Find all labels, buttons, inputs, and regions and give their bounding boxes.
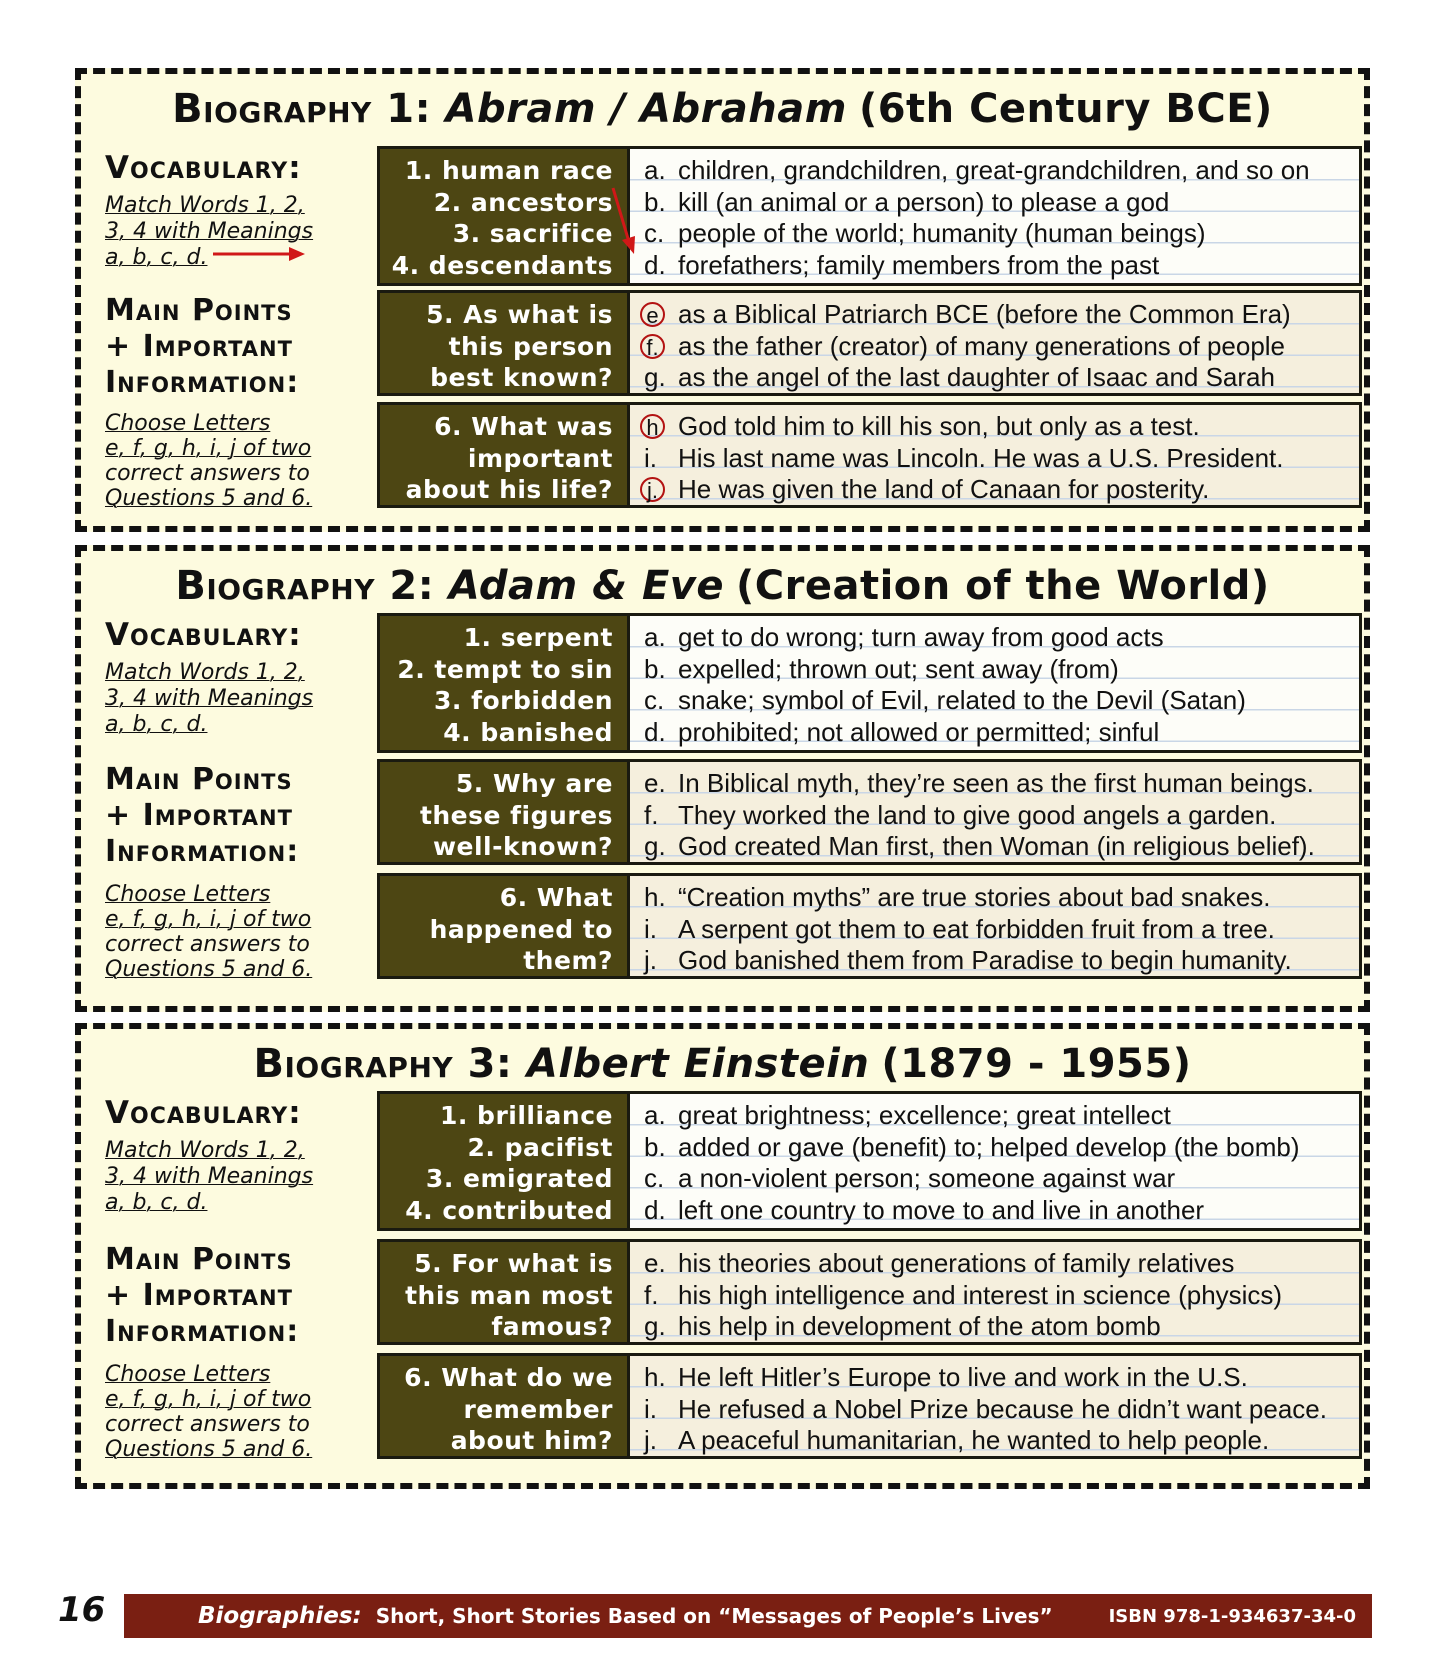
answer-option[interactable] xyxy=(644,622,1349,654)
answer-text: expelled; thrown out; sent away (from) xyxy=(678,653,1119,684)
answer-option[interactable] xyxy=(644,362,1349,394)
answer-option[interactable] xyxy=(644,831,1349,863)
answer-letter xyxy=(644,831,678,863)
vocabulary-instruction-line: Match Words 1, 2, xyxy=(105,193,305,218)
answer-letter-text: b. xyxy=(644,653,666,684)
answer-option[interactable] xyxy=(644,654,1349,686)
vocabulary-instruction-line: a, b, c, d. xyxy=(105,245,208,270)
vocabulary-box-question xyxy=(380,616,630,750)
question-5-box xyxy=(377,759,1362,865)
answer-letter-text: g. xyxy=(644,362,666,392)
answer-text: A serpent got them to eat forbidden fruit from a tree. xyxy=(678,913,1275,944)
answer-text: his theories about generations of family relatives xyxy=(678,1248,1235,1278)
main-points-instruction-line: Questions 5 and 6. xyxy=(105,486,313,511)
question-6-box xyxy=(377,1353,1362,1459)
biography-years: (1879 - 1955) xyxy=(881,1041,1192,1087)
answer-letter xyxy=(644,411,678,443)
question-line: this man most xyxy=(405,1280,613,1310)
answer-option[interactable] xyxy=(644,882,1349,914)
answer-letter xyxy=(644,945,678,977)
answer-text: They worked the land to give good angels a garden. xyxy=(678,799,1277,830)
answer-letter xyxy=(644,685,678,717)
answer-option[interactable] xyxy=(644,218,1349,250)
answer-text: He refused a Nobel Prize because he didn’t want peace. xyxy=(678,1393,1327,1424)
answer-text: forefathers; family members from the past xyxy=(678,249,1160,280)
answer-option[interactable] xyxy=(644,914,1349,946)
vocabulary-instruction-line: 3, 4 with Meanings xyxy=(105,219,314,244)
answer-letter-text: b. xyxy=(644,1131,666,1162)
biography-name: Albert Einstein xyxy=(526,1041,870,1087)
answer-option[interactable] xyxy=(644,155,1349,187)
answer-letter-text: i. xyxy=(644,913,657,944)
answer-letter xyxy=(644,1362,678,1394)
biography-label: Biography xyxy=(172,86,372,132)
answer-option[interactable] xyxy=(644,411,1349,443)
circled-answer-mark: e xyxy=(640,302,665,327)
answer-option[interactable] xyxy=(644,474,1349,506)
question-line: 5. As what is xyxy=(426,300,613,329)
answer-option[interactable] xyxy=(644,250,1349,282)
answer-text: people of the world; humanity (human beings) xyxy=(678,218,1206,248)
answer-option[interactable] xyxy=(644,945,1349,977)
answer-letter xyxy=(644,1100,678,1132)
answer-letter xyxy=(644,1311,678,1343)
main-points-heading-line: Information: xyxy=(105,834,300,869)
answer-letter-text: f. xyxy=(644,799,659,830)
question-5-box-question xyxy=(380,293,630,393)
main-points-instruction-line: Choose Letters xyxy=(105,1362,271,1387)
answer-letter xyxy=(644,1280,678,1312)
answer-letter-text: a. xyxy=(644,155,666,185)
answer-text: “Creation myths” are true stories about bad snakes. xyxy=(678,882,1271,912)
question-5-box xyxy=(377,1239,1362,1345)
question-line: 2. pacifist xyxy=(467,1132,613,1162)
question-line: famous? xyxy=(491,1312,613,1341)
question-6-box-question xyxy=(380,1356,630,1456)
vocabulary-box-answers xyxy=(630,149,1359,283)
answer-letter xyxy=(644,1132,678,1164)
main-points-heading-line: Information: xyxy=(105,1314,300,1349)
footer-bar xyxy=(124,1594,1372,1638)
answer-option[interactable] xyxy=(644,1132,1349,1164)
answer-option[interactable] xyxy=(644,800,1349,832)
answer-letter-text: e. xyxy=(644,1248,666,1278)
answer-option[interactable] xyxy=(644,1100,1349,1132)
question-6-box-question xyxy=(380,405,630,505)
answer-text: his help in development of the atom bomb xyxy=(678,1311,1161,1341)
answer-option[interactable] xyxy=(644,1248,1349,1280)
answer-letter xyxy=(644,1163,678,1195)
vocabulary-heading: Vocabulary: xyxy=(105,1095,302,1131)
vocabulary-instruction-line: 3, 4 with Meanings xyxy=(105,686,314,711)
vocabulary-instruction-line: a, b, c, d. xyxy=(105,1190,208,1215)
answer-letter xyxy=(644,187,678,219)
question-5-box-question xyxy=(380,762,630,862)
biography-number: 3: xyxy=(467,1041,513,1087)
main-points-heading-line: Main Points xyxy=(105,762,293,797)
answer-text: left one country to move to and live in another xyxy=(678,1194,1205,1225)
answer-letter-text: f. xyxy=(644,1279,659,1310)
question-6-box xyxy=(377,402,1362,508)
question-line: happened to xyxy=(429,914,613,944)
biography-label: Biography xyxy=(175,563,375,609)
main-points-heading-line: Information: xyxy=(105,365,300,400)
answer-letter xyxy=(644,800,678,832)
answer-text: God told him to kill his son, but only as a test. xyxy=(678,411,1200,441)
biography-name: Adam & Eve xyxy=(448,563,724,609)
answer-letter-text: c. xyxy=(644,218,665,248)
question-line: about his life? xyxy=(405,475,613,504)
answer-letter xyxy=(644,1195,678,1227)
main-points-heading-line: Main Points xyxy=(105,293,293,328)
question-line: remember xyxy=(463,1394,613,1424)
question-line: them? xyxy=(523,946,613,975)
answer-option[interactable] xyxy=(644,1311,1349,1343)
red-arrow-right-icon xyxy=(211,244,311,264)
page-number: 16 xyxy=(58,1590,106,1630)
main-points-instruction-line: Questions 5 and 6. xyxy=(105,1437,313,1462)
answer-option[interactable] xyxy=(644,187,1349,219)
answer-text: His last name was Lincoln. He was a U.S. President. xyxy=(678,442,1284,473)
answer-letter xyxy=(644,1394,678,1426)
answer-option[interactable] xyxy=(644,1362,1349,1394)
vocabulary-instruction-line: 3, 4 with Meanings xyxy=(105,1164,314,1189)
vocabulary-box-answers xyxy=(630,616,1359,750)
answer-option[interactable] xyxy=(644,1425,1349,1457)
question-line: 5. Why are xyxy=(455,769,613,798)
vocabulary-instruction-line: Match Words 1, 2, xyxy=(105,1138,305,1163)
answer-letter xyxy=(644,654,678,686)
question-line: these figures xyxy=(419,800,613,830)
main-points-instruction-line: correct answers to xyxy=(105,932,310,957)
main-points-instruction-line: e, f, g, h, i, j of two xyxy=(105,1387,312,1412)
main-points-instruction-line: Choose Letters xyxy=(105,882,271,907)
question-5-box-answers xyxy=(630,762,1359,862)
answer-letter xyxy=(644,362,678,394)
vocabulary-box xyxy=(377,613,1362,753)
question-5-box xyxy=(377,290,1362,396)
answer-letter xyxy=(644,443,678,475)
question-line: 1. serpent xyxy=(463,623,613,652)
question-line: 5. For what is xyxy=(414,1249,613,1278)
question-line: 1. brilliance xyxy=(439,1101,613,1130)
answer-letter xyxy=(644,331,678,363)
biography-section-2 xyxy=(75,545,1370,1012)
question-5-box-question xyxy=(380,1242,630,1342)
vocabulary-box xyxy=(377,146,1362,286)
answer-letter-text: h. xyxy=(644,1362,666,1392)
question-6-box-answers xyxy=(630,405,1359,505)
vocabulary-instruction-line: Match Words 1, 2, xyxy=(105,660,305,685)
answer-text: A peaceful humanitarian, he wanted to help people. xyxy=(678,1425,1270,1455)
main-points-heading-line: Main Points xyxy=(105,1242,293,1277)
circled-answer-mark: j. xyxy=(640,477,665,502)
answer-letter xyxy=(644,882,678,914)
circled-answer-mark: h xyxy=(640,414,665,439)
answer-text: his high intelligence and interest in science (physics) xyxy=(678,1279,1283,1310)
question-5-box-answers xyxy=(630,1242,1359,1342)
answer-text: as the angel of the last daughter of Isaac and Sarah xyxy=(678,362,1275,392)
question-line: 2. ancestors xyxy=(433,187,613,217)
answer-letter-text: j. xyxy=(644,945,657,975)
biography-label: Biography xyxy=(253,1041,454,1087)
answer-option[interactable] xyxy=(644,443,1349,475)
answer-text: as the father (creator) of many generations of people xyxy=(678,330,1286,361)
question-line: well-known? xyxy=(432,832,613,861)
biography-number: 1: xyxy=(386,86,432,132)
question-6-box-answers xyxy=(630,876,1359,976)
answer-letter xyxy=(644,914,678,946)
main-points-heading-line: + Important xyxy=(105,798,293,833)
answer-text: get to do wrong; turn away from good acts xyxy=(678,622,1164,652)
answer-letter-text: i. xyxy=(644,442,657,473)
answer-letter-text: h. xyxy=(644,882,666,912)
answer-letter xyxy=(644,155,678,187)
answer-letter xyxy=(644,218,678,250)
answer-option[interactable] xyxy=(644,717,1349,749)
question-line: about him? xyxy=(450,1426,613,1455)
answer-text: added or gave (benefit) to; helped develop (the bomb) xyxy=(678,1131,1300,1162)
question-line: 1. human race xyxy=(404,156,613,185)
answer-text: kill (an animal or a person) to please a god xyxy=(678,186,1170,217)
answer-option[interactable] xyxy=(644,1280,1349,1312)
question-line: 3. emigrated xyxy=(425,1164,613,1193)
vocabulary-box xyxy=(377,1091,1362,1231)
main-points-instruction-line: e, f, g, h, i, j of two xyxy=(105,907,312,932)
biography-years: (Creation of the World) xyxy=(735,563,1270,609)
answer-letter-text: a. xyxy=(644,1100,666,1130)
answer-letter-text: a. xyxy=(644,622,666,652)
question-line: 4. contributed xyxy=(405,1195,613,1225)
answer-option[interactable] xyxy=(644,1195,1349,1227)
biography-name: Abram / Abraham xyxy=(445,86,847,132)
answer-letter xyxy=(644,717,678,749)
answer-text: snake; symbol of Evil, related to the Devil (Satan) xyxy=(678,685,1246,715)
answer-letter-text: c. xyxy=(644,685,665,715)
answer-letter-text: c. xyxy=(644,1163,665,1193)
answer-text: In Biblical myth, they’re seen as the first human beings. xyxy=(678,768,1314,798)
vocabulary-box-question xyxy=(380,149,630,283)
answer-letter-text: d. xyxy=(644,716,666,747)
answer-text: as a Biblical Patriarch BCE (before the Common Era) xyxy=(678,299,1291,329)
answer-letter xyxy=(644,474,678,506)
question-line: 6. What xyxy=(499,883,613,912)
answer-letter xyxy=(644,622,678,654)
question-6-box xyxy=(377,873,1362,979)
answer-text: prohibited; not allowed or permitted; sinful xyxy=(678,716,1160,747)
vocabulary-box-question xyxy=(380,1094,630,1228)
biography-years: (6th Century BCE) xyxy=(858,86,1273,132)
answer-option[interactable] xyxy=(644,331,1349,363)
question-line: this person xyxy=(448,331,613,361)
question-line: 3. forbidden xyxy=(434,686,613,715)
question-6-box-question xyxy=(380,876,630,976)
answer-letter-text: g. xyxy=(644,831,666,861)
answer-text: He was given the land of Canaan for posterity. xyxy=(678,474,1210,504)
answer-text: great brightness; excellence; great intellect xyxy=(678,1100,1171,1130)
answer-option[interactable] xyxy=(644,768,1349,800)
answer-text: He left Hitler’s Europe to live and work in the U.S. xyxy=(678,1362,1248,1392)
vocabulary-box-answers xyxy=(630,1094,1359,1228)
biography-section-3 xyxy=(75,1023,1370,1489)
vocabulary-heading: Vocabulary: xyxy=(105,617,302,653)
main-points-heading-line: + Important xyxy=(105,329,293,364)
question-line: 3. sacrifice xyxy=(452,219,613,248)
question-6-box-answers xyxy=(630,1356,1359,1456)
answer-option[interactable] xyxy=(644,299,1349,331)
question-5-box-answers xyxy=(630,293,1359,393)
question-line: 4. descendants xyxy=(391,250,613,280)
question-line: best known? xyxy=(430,363,613,392)
main-points-instruction-line: Choose Letters xyxy=(105,411,271,436)
biography-title xyxy=(81,1041,1364,1087)
main-points-instruction-line: correct answers to xyxy=(105,1412,310,1437)
circled-answer-mark: f. xyxy=(640,334,665,359)
answer-letter-text: i. xyxy=(644,1393,657,1424)
biography-title xyxy=(81,563,1364,609)
answer-letter xyxy=(644,768,678,800)
answer-letter xyxy=(644,1425,678,1457)
answer-text: children, grandchildren, great-grandchildren, and so on xyxy=(678,155,1310,185)
answer-letter xyxy=(644,1248,678,1280)
answer-option[interactable] xyxy=(644,1394,1349,1426)
answer-letter xyxy=(644,299,678,331)
question-line: 6. What do we xyxy=(404,1363,613,1392)
footer-subtitle: Short, Short Stories Based on “Messages of People’s Lives” xyxy=(375,1604,1053,1628)
main-points-heading-line: + Important xyxy=(105,1278,293,1313)
biography-number: 2: xyxy=(389,563,435,609)
answer-letter-text: g. xyxy=(644,1311,666,1341)
answer-option[interactable] xyxy=(644,1163,1349,1195)
answer-text: a non-violent person; someone against war xyxy=(678,1163,1176,1193)
footer-title: Biographies: xyxy=(198,1603,362,1629)
answer-letter-text: j. xyxy=(644,1425,657,1455)
answer-option[interactable] xyxy=(644,685,1349,717)
answer-text: God created Man first, then Woman (in religious belief). xyxy=(678,831,1315,861)
answer-letter-text: e. xyxy=(644,768,666,798)
question-line: 4. banished xyxy=(443,717,613,747)
vocabulary-instruction-line: a, b, c, d. xyxy=(105,712,208,737)
biography-title xyxy=(81,86,1364,132)
main-points-instruction-line: correct answers to xyxy=(105,461,310,486)
question-line: 2. tempt to sin xyxy=(397,654,613,684)
question-line: important xyxy=(467,443,613,473)
answer-letter-text: b. xyxy=(644,186,666,217)
footer-isbn: ISBN 978-1-934637-34-0 xyxy=(1108,1605,1356,1627)
main-points-instruction-line: Questions 5 and 6. xyxy=(105,957,313,982)
answer-letter-text: d. xyxy=(644,1194,666,1225)
answer-letter xyxy=(644,250,678,282)
main-points-instruction-line: e, f, g, h, i, j of two xyxy=(105,436,312,461)
answer-text: God banished them from Paradise to begin humanity. xyxy=(678,945,1292,975)
biography-section-1 xyxy=(75,68,1370,532)
answer-letter-text: d. xyxy=(644,249,666,280)
vocabulary-heading: Vocabulary: xyxy=(105,150,302,186)
question-line: 6. What was xyxy=(434,412,613,441)
